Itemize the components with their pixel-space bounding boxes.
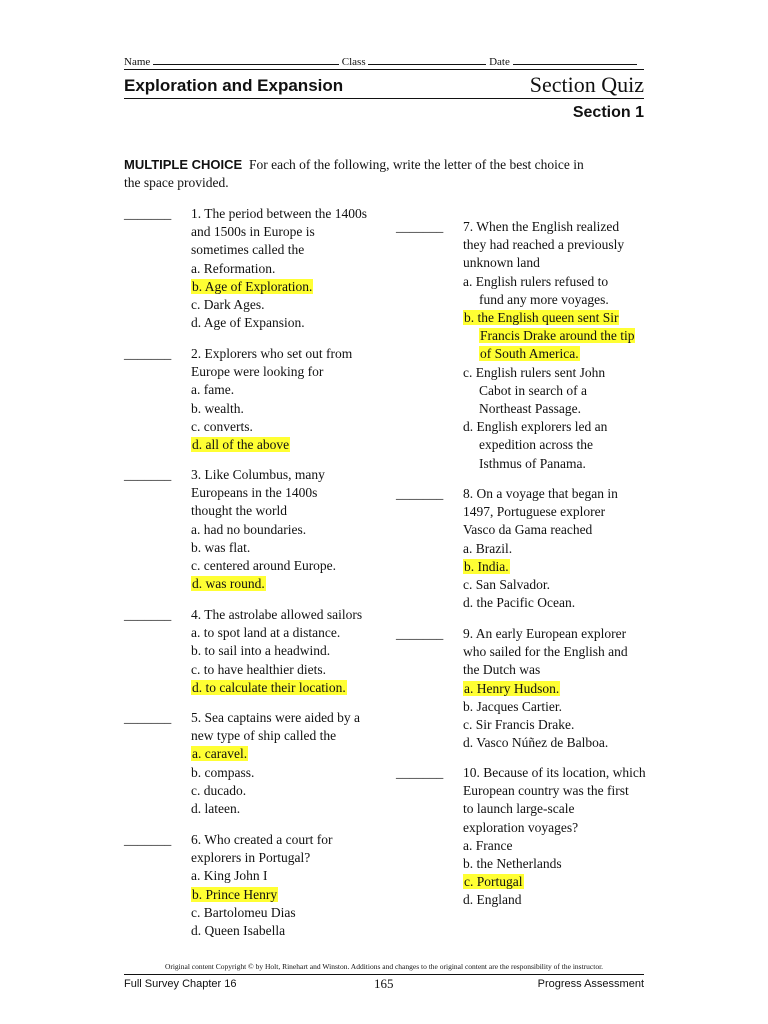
highlighted-answer: b. the English queen sent Sir [464,310,619,326]
question-stem-line [124,502,394,520]
question-stem [124,831,394,849]
answer-option [124,679,394,697]
title-rule [124,98,644,99]
student-info-line [124,54,644,68]
question-stem-line [396,800,666,818]
option-text: c. ducado. [191,782,247,798]
instructions [124,156,584,192]
instructions-text: For each of the following, write the letter of the best choice in the space provided. [124,157,584,190]
option-text: a. Brazil. [463,540,513,556]
answer-option [396,716,666,734]
page-number: 165 [374,976,394,991]
stem-text: unknown land [463,255,540,271]
question-number: 5. [191,710,202,725]
section-label: Section 1 [572,104,644,121]
answer-option [396,364,666,382]
highlighted-answer: a. caravel. [192,746,248,762]
answer-option [396,734,666,752]
answer-option [396,291,666,309]
question-stem [124,606,394,624]
answer-option [124,764,394,782]
option-text: Isthmus of Panama. [479,455,586,471]
answer-option [396,680,666,698]
header-rule [124,69,644,70]
question-stem [396,764,666,782]
option-text: b. Jacques Cartier. [463,698,562,714]
answer-option [124,278,394,296]
instructions-heading: MULTIPLE CHOICE [124,157,243,172]
option-text: a. had no boundaries. [191,521,307,537]
question-stem [124,466,394,484]
option-text: c. San Salvador. [463,577,550,593]
stem-text: Sea captains were aided by a [204,710,361,725]
answer-option [124,922,394,940]
answer-option [124,557,394,575]
answer-option [124,904,394,922]
stem-text: Europeans in the 1400s [191,485,318,501]
stem-text: explorers in Portugal? [191,850,311,866]
answer-option [124,436,394,454]
question-stem-line [396,521,666,539]
option-text: b. was flat. [191,539,251,555]
question-stem-line [396,503,666,521]
option-text: expedition across the [479,437,593,453]
stem-text: thought the world [191,503,287,519]
question-stem-line [396,254,666,272]
highlighted-answer: b. India. [464,558,509,574]
stem-text: to launch large-scale [463,801,575,817]
stem-text: Europe were looking for [191,364,324,380]
option-text: b. to sail into a headwind. [191,643,331,659]
answer-option [124,575,394,593]
answer-option [396,327,666,345]
answer-option [124,400,394,418]
question-stem-line [124,727,394,745]
question-stem-line [124,363,394,381]
option-text: c. Sir Francis Drake. [463,717,575,733]
stem-text: When the English realized [476,219,620,234]
question-stem-line [396,661,666,679]
highlighted-answer: a. Henry Hudson. [464,680,560,696]
question-number: 2. [191,346,202,361]
answer-option [396,345,666,363]
option-text: d. Vasco Núñez de Balboa. [463,735,609,751]
answer-option [124,800,394,818]
option-text: c. English rulers sent John [463,364,606,380]
option-text: a. King John I [191,868,268,884]
option-text: d. the Pacific Ocean. [463,595,576,611]
question-stem-line [396,782,666,800]
answer-option [396,309,666,327]
answer-blank[interactable]: _______ [124,607,172,622]
answer-option [124,867,394,885]
answer-blank[interactable]: _______ [124,467,172,482]
stem-text: The astrolabe allowed sailors [204,607,363,622]
question-1 [124,205,394,332]
answer-blank[interactable]: _______ [124,832,172,847]
question-number: 7. [463,219,474,234]
option-text: c. Bartolomeu Dias [191,904,296,920]
stem-text: and 1500s in Europe is [191,224,315,240]
option-text: a. English rulers refused to [463,273,609,289]
stem-text: 1497, Portuguese explorer [463,504,606,520]
highlighted-answer: b. Age of Exploration. [192,278,313,294]
option-text: c. converts. [191,418,253,434]
option-text: fund any more voyages. [479,291,609,307]
answer-option [124,539,394,557]
question-stem [396,485,666,503]
option-text: d. English explorers led an [463,419,608,435]
question-8 [396,485,666,612]
question-4 [124,606,394,697]
question-stem-line [396,236,666,254]
question-stem-line [124,849,394,867]
answer-blank[interactable]: _______ [124,710,172,725]
question-number: 9. [463,626,474,641]
highlighted-answer: d. was round. [192,576,265,592]
question-number: 8. [463,486,474,501]
answer-option [396,436,666,454]
stem-text: who sailed for the English and [463,644,628,660]
question-stem-line [124,484,394,502]
option-text: d. Queen Isabella [191,923,286,939]
stem-text: Like Columbus, many [204,467,325,482]
stem-text: they had reached a previously [463,237,625,253]
answer-option [396,540,666,558]
option-text: Cabot in search of a [479,382,587,398]
stem-text: new type of ship called the [191,728,337,744]
option-text: d. lateen. [191,801,241,817]
question-stem [124,709,394,727]
answer-option [396,576,666,594]
stem-text: European country was the first [463,783,629,799]
highlighted-answer: b. Prince Henry [192,886,278,902]
date-blank[interactable] [513,54,637,65]
question-2 [124,345,394,454]
question-number: 4. [191,607,202,622]
answer-blank[interactable]: _______ [124,346,172,361]
stem-text: Who created a court for [204,832,333,847]
question-stem [396,625,666,643]
question-stem-line [396,819,666,837]
answer-option [396,455,666,473]
highlighted-answer: d. all of the above [192,437,290,453]
option-text: c. centered around Europe. [191,558,337,574]
stem-text: sometimes called the [191,242,305,258]
question-3 [124,466,394,593]
footer-rule [124,974,644,975]
option-text: b. wealth. [191,400,244,416]
question-5 [124,709,394,818]
stem-text: Explorers who set out from [204,346,353,361]
question-10 [396,764,666,910]
question-stem [124,345,394,363]
answer-option [396,273,666,291]
highlighted-answer: Francis Drake around the tip [480,328,635,344]
answer-option [396,873,666,891]
option-text: Northeast Passage. [479,401,581,417]
answer-option [124,782,394,800]
stem-text: Because of its location, which [483,765,646,780]
question-stem-line [124,241,394,259]
answer-blank[interactable]: _______ [396,486,444,501]
option-text: b. compass. [191,764,255,780]
stem-text: the Dutch was [463,662,541,678]
answer-blank[interactable]: _______ [396,765,444,780]
option-text: a. to spot land at a distance. [191,625,341,641]
name-label: Name [124,56,151,68]
question-9 [396,625,666,752]
stem-text: An early European explorer [475,626,627,641]
answer-option [396,698,666,716]
name-blank[interactable] [153,54,339,65]
question-number: 3. [191,467,202,482]
question-number: 10. [463,765,480,780]
answer-blank[interactable]: _______ [396,219,444,234]
question-stem-line [124,223,394,241]
option-text: c. Dark Ages. [191,297,265,313]
stem-text: On a voyage that began in [476,486,618,501]
question-number: 6. [191,832,202,847]
question-stem [396,218,666,236]
quiz-label: Section Quiz [529,72,644,97]
copyright-note: Original content Copyright © by Holt, Rinehart and Winston. Additions and changes to the original content are the responsibility of the instructor. [164,962,604,971]
answer-option [124,886,394,904]
question-number: 1. [191,206,202,221]
option-text: d. England [463,892,522,908]
question-6 [124,831,394,940]
answer-option [124,642,394,660]
option-text: a. Reformation. [191,260,276,276]
question-7 [396,218,666,473]
option-text: c. to have healthier diets. [191,661,326,677]
option-text: b. the Netherlands [463,856,562,872]
answer-option [396,837,666,855]
date-label: Date [489,56,510,68]
answer-option [124,521,394,539]
answer-option [396,558,666,576]
answer-option [124,296,394,314]
question-stem [124,205,394,223]
footer-left: Full Survey Chapter 16 [124,978,237,990]
answer-option [396,400,666,418]
stem-text: exploration voyages? [463,819,579,835]
answer-option [396,382,666,400]
answer-blank[interactable]: _______ [396,626,444,641]
stem-text: Vasco da Gama reached [463,522,593,538]
answer-option [124,381,394,399]
answer-blank[interactable]: _______ [124,206,172,221]
stem-text: The period between the 1400s [204,206,367,221]
class-blank[interactable] [368,54,486,65]
class-label: Class [341,56,366,68]
question-stem-line [396,643,666,661]
highlighted-answer: d. to calculate their location. [192,679,346,695]
answer-option [396,855,666,873]
answer-option [124,624,394,642]
answer-option [396,418,666,436]
option-text: d. Age of Expansion. [191,315,305,331]
footer-right: Progress Assessment [537,978,644,990]
highlighted-answer: of South America. [480,346,579,362]
answer-option [124,745,394,763]
page-title: Exploration and Expansion [124,76,344,95]
answer-option [124,260,394,278]
answer-option [396,594,666,612]
answer-option [124,314,394,332]
answer-option [124,661,394,679]
answer-option [396,891,666,909]
highlighted-answer: c. Portugal [464,874,523,890]
option-text: a. France [463,837,513,853]
option-text: a. fame. [191,382,235,398]
answer-option [124,418,394,436]
